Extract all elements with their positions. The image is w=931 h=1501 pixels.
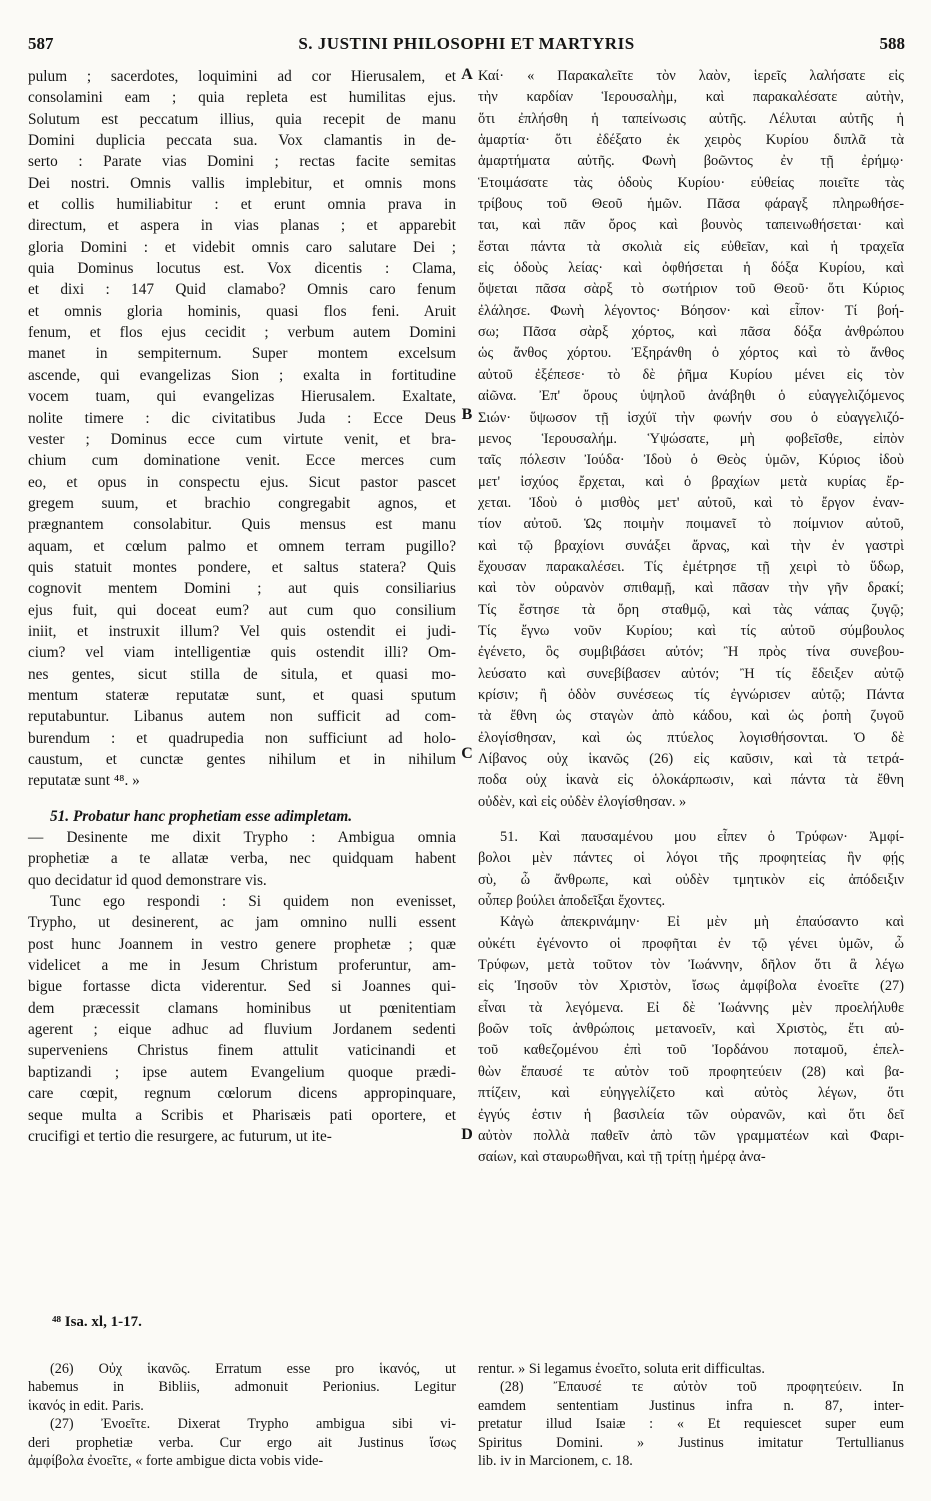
greek-line: εἰς Ἰησοῦν τὸν Χριστὸν, ἴσως ἀμφίβολα ἐνοεῖτε (27) — [478, 978, 904, 995]
latin-line: care cœpit, regnum cœlorum dicens appropinquare, — [28, 1085, 456, 1103]
latin-line: Trypho, ut desinerent, ac jam omnino nulli essent — [28, 914, 456, 932]
latin-line: videlicet a me in Jesum Christum proferuntur, am- — [28, 957, 456, 975]
latin-line: gloria Domini : et videbit omnis caro salutare Dei ; — [28, 238, 456, 256]
footnote-line: habemus in Bibliis, admonuit Perionius. Legitur — [28, 1379, 456, 1396]
latin-text-block-2 — [28, 827, 456, 891]
latin-line: vocem tuam, qui evangelizas Hierusalem. Exaltate, — [28, 388, 456, 406]
latin-line: Domini duplicia peccata sua. Vox clamantis in de- — [28, 132, 456, 150]
greek-line: ἐλογίσθησαν, καὶ ὡς πτύελος λογισθήσονται. Ὁ δὲ — [478, 729, 904, 746]
greek-line: οὐκέτι ἐγένοντο οἱ προφῆται ἐν τῷ γένει ὑμῶν, ὦ — [478, 935, 904, 952]
greek-line: τὰ ἔθνη ὡς σταγὼν ἀπὸ κάδου, καὶ ὡς ῥοπὴ ζυγοῦ — [478, 708, 904, 725]
latin-line: quis statuit montes pondere, et saltus statera? Quis — [28, 558, 456, 576]
greek-line: Τίς ἔγνω νοῦν Κυρίου; καὶ τίς αὐτοῦ σύμβουλος — [478, 622, 904, 639]
margin-letter-c: C — [461, 745, 473, 762]
greek-line: τίον αὐτοῦ. Ὡς ποιμὴν ποιμανεῖ τὸ ποίμνιον αὐτοῦ, — [478, 516, 904, 533]
footnote-line: ἱκανός in edit. Paris. — [28, 1397, 144, 1414]
greek-line: χεται. Ἰδοὺ ὁ μισθὸς μετ' αὐτοῦ, καὶ τὸ ἔργον ἐναν- — [478, 494, 904, 511]
footnote-line: (27) Ἐνοεῖτε. Dixerat Trypho ambigua sibi vi- — [50, 1416, 456, 1433]
greek-text-block-2 — [478, 827, 904, 912]
margin-letter-a: A — [461, 66, 473, 83]
greek-line: Σιών· ὕψωσον τῇ ἰσχύϊ τὴν φωνήν σου ὁ εὐαγγελιζό- — [478, 409, 904, 426]
latin-line: seque multa a Scribis et Pharisæis pati oportere, et — [28, 1106, 456, 1124]
greek-line: τὴν καρδίαν Ἱερουσαλὴμ, καὶ παρακαλέσατε αὐτὴν, — [478, 89, 904, 106]
latin-line: post hunc Joannem in vestro genere prophetæ ; quæ — [28, 935, 456, 953]
footnote-reference: ⁴⁸ Isa. xl, 1-17. — [52, 1314, 142, 1330]
latin-line: — Desinente me dixit Trypho : Ambigua omnia — [28, 829, 456, 847]
running-title: S. JUSTINI PHILOSOPHI ET MARTYRIS — [298, 34, 635, 53]
footnote-line: (26) Οὐχ ἱκανῶς. Erratum esse pro ἱκανός, ut — [50, 1361, 456, 1377]
greek-line: εἰς ὁδοὺς λείας· καὶ ὀφθήσεται ἡ δόξα Κυρίου, καὶ — [478, 260, 904, 277]
greek-line: ὡς ἄνθος χόρτου. Ἐξηράνθη ὁ χόρτος καὶ τὸ ἄνθος — [478, 345, 904, 362]
greek-line: Λίβανος οὐχ ἱκανῶς (26) εἰς καῦσιν, καὶ τὰ τετρά- — [478, 751, 904, 767]
latin-line: eo, et opus in conspectu ejus. Sicut pastor pascet — [28, 473, 456, 491]
latin-line: reputabuntur. Libanus autem non sufficit ad com- — [28, 708, 456, 726]
greek-line: πτίζειν, καὶ εὐηγγελίζετο καὶ αὐτὸς λέγων, ὅτι — [478, 1085, 904, 1102]
latin-line: consolamini eam ; quia repleta est humilitas ejus. — [28, 89, 456, 107]
latin-line: superveniens Christus finem attulit vaticinandi et — [28, 1042, 456, 1060]
greek-line: ται, καὶ πᾶν ὄρος καὶ βουνὸς ταπεινωθήσεται· καὶ — [478, 217, 904, 234]
latin-line: chium cum dominatione venit. Ecce merces cum — [28, 452, 456, 470]
latin-line: manet in sempiternum. Super montem excelsum — [28, 345, 456, 363]
greek-line: Τρύφων, μετὰ τοῦτον τὸν Ἰωάννην, δῆλον ὅτι ἃ λέγω — [478, 957, 904, 974]
latin-line: Tunc ego respondi : Si quidem non evenisset, — [50, 893, 456, 911]
greek-line: Κἀγὼ ἀπεκρινάμην· Εἰ μὲν μὴ ἐπαύσαντο καὶ — [500, 914, 904, 931]
greek-line: εἶναι τὰ λεγόμενα. Εἰ δὲ Ἰωάννης μὲν προελήλυθε — [478, 999, 904, 1016]
latin-line: baptizandi ; ipse autem Evangelium quoque prædi- — [28, 1063, 456, 1081]
greek-line: ἐγένετο, ὃς συμβιβάσει αὐτόν; Ἢ πρὸς τίνα συνεβου- — [478, 644, 904, 661]
footnote-line: ἀμφίβολα ἐνοεῖτε, « forte ambigue dicta vobis vide- — [28, 1453, 324, 1470]
greek-line: μετ' ἰσχύος ἔρχεται, καὶ ὁ βραχίων μετὰ κυρίας ἔρ- — [478, 473, 904, 490]
greek-line: Ἑτοιμάσατε τὰς ὁδοὺς Κυρίου· εὐθείας ποιεῖτε τὰς — [478, 174, 904, 191]
greek-line: αὐτοῦ ἐξέπεσε· τὸ δὲ ῥῆμα Κυρίου μένει εἰς τὸν — [478, 366, 904, 383]
greek-line: οὗπερ βούλει ἀποδεῖξαι ἔχοντες. — [478, 893, 666, 910]
latin-text-block-1 — [28, 66, 456, 792]
latin-line: cium? vel viam intelligentiæ quis ostendit illi? Om- — [28, 644, 456, 662]
greek-line: αἰῶνα. Ἐπ' ὄρους ὑψηλοῦ ἀνάβηθι ὁ εὐαγγελιζόμενος — [478, 388, 904, 405]
greek-line: μενος Ἱερουσαλήμ. Ὑψώσατε, μὴ φοβεῖσθε, εἰπὸν — [478, 430, 904, 447]
latin-line: reputatæ sunt ⁴⁸. » — [28, 772, 140, 790]
latin-line: crucifigi et tertio die resurgere, ac futurum, ut ite- — [28, 1127, 332, 1145]
page-number-right: 588 — [879, 34, 905, 53]
greek-line: αὐτὸν πολλὰ παθεῖν ἀπὸ τῶν γραμματέων καὶ Φαρι- — [478, 1127, 904, 1144]
greek-line: σαίων, καὶ σταυρωθῆναι, καὶ τῇ τρίτῃ ἡμέρᾳ ἀνα- — [478, 1149, 766, 1166]
latin-line: et collis humiliabitur : et erunt omnia prava in — [28, 196, 456, 214]
latin-line: Solutum est peccatum illius, quia recepit de manu — [28, 110, 456, 128]
margin-letter-b: B — [461, 406, 473, 423]
latin-line: caustum, et cunctæ gentes nihilum et in nihilum — [28, 751, 456, 768]
greek-line: τοῦ καθεζομένου ἐπὶ τοῦ Ἰορδάνου ποταμοῦ, ἐπελ- — [478, 1042, 904, 1059]
latin-line: vester ; Dominus ecce cum virtute venit, et bra- — [28, 430, 456, 448]
latin-column — [28, 66, 456, 1147]
greek-column — [478, 66, 904, 1169]
greek-line: οὐδὲν, καὶ εἰς οὐδὲν ἐλογίσθησαν. » — [478, 793, 687, 810]
latin-line: et dixi : 147 Quid clamabo? Omnis caro fenum — [28, 281, 456, 299]
footnote-line: rentur. » Si legamus ἐνοεῖτο, soluta erit difficultas. — [478, 1361, 765, 1377]
latin-line: agerent ; eique adhuc ad fluvium Jordanem sedenti — [28, 1021, 456, 1039]
latin-line: gregem suum, et brachio congregabit agnos, et — [28, 494, 456, 512]
latin-line: bigue fortasse dicta viderentur. Sed si Joannes qui- — [28, 978, 456, 996]
latin-line: aquam, et cœlum palmo et omnem terram pugillo? — [28, 537, 456, 555]
latin-line: dem præcessit clamans hominibus ut pœnitentiam — [28, 999, 456, 1017]
latin-line: mentum stateræ reputatæ sunt, et quasi sputum — [28, 686, 456, 704]
footnote-line: (28) Ἔπαυσέ τε αὐτὸν τοῦ προφητεύειν. In — [500, 1379, 904, 1396]
greek-line: κρίσιν; ἢ ὁδὸν συνέσεως τίς ἐγνώρισεν αὐτῷ; Πάντα — [478, 686, 904, 703]
greek-line: ἁμαρτήματα αὐτῆς. Φωνὴ βοῶντος ἐν τῇ ἐρήμῳ· — [478, 153, 904, 170]
latin-line: directum, et aspera in vias planas ; et apparebit — [28, 217, 456, 235]
greek-line: 51. Καὶ παυσαμένου μου εἶπεν ὁ Τρύφων· Ἀμφί- — [500, 829, 904, 846]
footnote-line: pretatur illud Isaiæ : « Et requiescet super eum — [478, 1416, 904, 1433]
greek-line: λεύσατο καὶ συνεβίβασεν αὐτόν; Ἢ τίς ἔδειξεν αὐτῷ — [478, 665, 904, 682]
footnote-line: eamdem sententiam Justinus infra n. 87, inter- — [478, 1397, 904, 1414]
margin-letter-d: D — [461, 1126, 473, 1143]
greek-line: ταῖς πόλεσιν Ἰούδα· Ἰδοὺ ὁ Θεὸς ὑμῶν, Κύριος ἰδοὺ — [478, 452, 904, 469]
greek-line: ὅτι ἐπλήσθη ἡ ταπείνωσις αὐτῆς. Λέλυται αὐτῆς ἡ — [478, 110, 904, 127]
latin-line: ejus fuit, qui doceat eum? aut cum quo consilium — [28, 601, 456, 619]
latin-text-block-3 — [28, 891, 456, 1147]
greek-line: σω; Πᾶσα σὰρξ χόρτος, καὶ πᾶσα δόξα ἀνθρώπου — [478, 324, 904, 341]
greek-line: ἐλάλησε. Φωνὴ λέγοντος· Βόησον· καὶ εἶπον· Τί βοή- — [478, 302, 904, 319]
greek-text-block-1 — [478, 66, 904, 813]
latin-line: burendum : et quadrupedia non sufficiunt ad holo- — [28, 729, 456, 747]
footnotes-right — [478, 1360, 904, 1470]
latin-line: fenum, et flos ejus cecidit ; verbum autem Domini — [28, 324, 456, 342]
greek-line: ποδα οὐχ ἱκανὰ εἰς ὁλοκάρπωσιν, καὶ πάντα τὰ ἔθνη — [478, 772, 904, 789]
greek-text-block-3 — [478, 912, 904, 1168]
greek-line: ὄψεται πᾶσα σὰρξ τὸ σωτήριον τοῦ Θεοῦ· ὅτι Κύριος — [478, 281, 904, 298]
latin-line: et omnis gloria hominis, quasi flos feni. Aruit — [28, 302, 456, 320]
latin-line: serto : Parate vias Domini ; rectas facite semitas — [28, 153, 456, 171]
greek-line: τρίβους τοῦ Θεοῦ ἡμῶν. Πᾶσα φάραγξ πληρωθήσε- — [478, 196, 904, 213]
greek-line: βολοι μὲν πάντες οἱ λόγοι τῆς προφητείας ἣν φῄς — [478, 850, 904, 867]
footnotes-left — [28, 1360, 456, 1470]
greek-line: σὺ, ὦ ἄνθρωπε, καὶ οὐδὲν τμητικὸν εἰς ἀπόδειξιν — [478, 871, 904, 888]
greek-line: ἁμαρτία· ὅτι ἐδέξατο ἐκ χειρὸς Κυρίου διπλᾶ τὰ — [478, 132, 904, 149]
running-header — [28, 34, 905, 60]
latin-line: prophetiæ a te allatæ verba, nec quidquam habent — [28, 850, 456, 868]
greek-line: ἔχουσαν παρακαλέσει. Τίς ἐμέτρησε τῇ χειρὶ τὸ ὕδωρ, — [478, 558, 904, 575]
latin-line: quia Dominus locutus est. Vox dicentis : Clama, — [28, 260, 456, 278]
footnote-line: Spiritus Domini. » Justinus imitatur Tertullianus — [478, 1434, 904, 1451]
greek-line: θὼν ἔπαυσέ τε αὐτὸν τοῦ προφητεύειν (28) καὶ βα- — [478, 1063, 904, 1080]
latin-line: nolite timere : dic civitatibus Juda : Ecce Deus — [28, 409, 456, 427]
footnote-line: lib. iv in Marcionem, c. 18. — [478, 1453, 633, 1470]
greek-line: καὶ τῷ βραχίονι συνάξει ἄρνας, καὶ τὴν ἐν γαστρὶ — [478, 537, 904, 554]
latin-line: quo decidatur id quod demonstrare vis. — [28, 871, 267, 889]
latin-line: iniit, et instruxit illum? Vel quis ostendit ei judi- — [28, 622, 456, 640]
latin-line: ascende, qui evangelizas Sion ; exalta in fortitudine — [28, 366, 456, 384]
greek-line: καὶ τὸν οὐρανὸν σπιθαμῇ, καὶ πᾶσαν τὴν γῆν δρακί; — [478, 580, 904, 597]
page-number-left: 587 — [28, 34, 54, 53]
greek-line: Τίς ἔστησε τὰ ὄρη σταθμῷ, καὶ τὰς νάπας ζυγῷ; — [478, 601, 904, 618]
latin-line: Dei nostri. Omnis vallis implebitur, et omnis mons — [28, 174, 456, 192]
greek-line: βοῶν τοῖς ἀνθρώποις μετανοεῖν, καὶ Χριστὸς, ἔτι αὐ- — [478, 1021, 904, 1038]
latin-line: cognovit mentem Domini ; aut quis consiliarius — [28, 580, 456, 598]
latin-line: prægnantem consolabitur. Quis mensus est manu — [28, 516, 456, 534]
latin-line: pulum ; sacerdotes, loquimini ad cor Hierusalem, et — [28, 68, 456, 85]
latin-line: nes gentes, sicut stilla de situla, et quasi mo- — [28, 665, 456, 683]
section-title: 51. Probatur hanc prophetiam esse adimpletam. — [50, 807, 353, 825]
greek-line: ἔσται πάντα τὰ σκολιὰ εἰς εὐθεῖαν, καὶ ἡ τραχεῖα — [478, 238, 904, 255]
greek-line: ἐγγύς ἐστιν ἡ βασιλεία τῶν οὐρανῶν, καὶ ὅτι δεῖ — [478, 1106, 904, 1123]
footnote-line: deri prophetiæ verba. Cur ergo ait Justinus ἴσως — [28, 1434, 456, 1451]
greek-line: Καί· « Παρακαλεῖτε τὸν λαὸν, ἱερεῖς λαλήσατε εἰς — [478, 68, 904, 84]
